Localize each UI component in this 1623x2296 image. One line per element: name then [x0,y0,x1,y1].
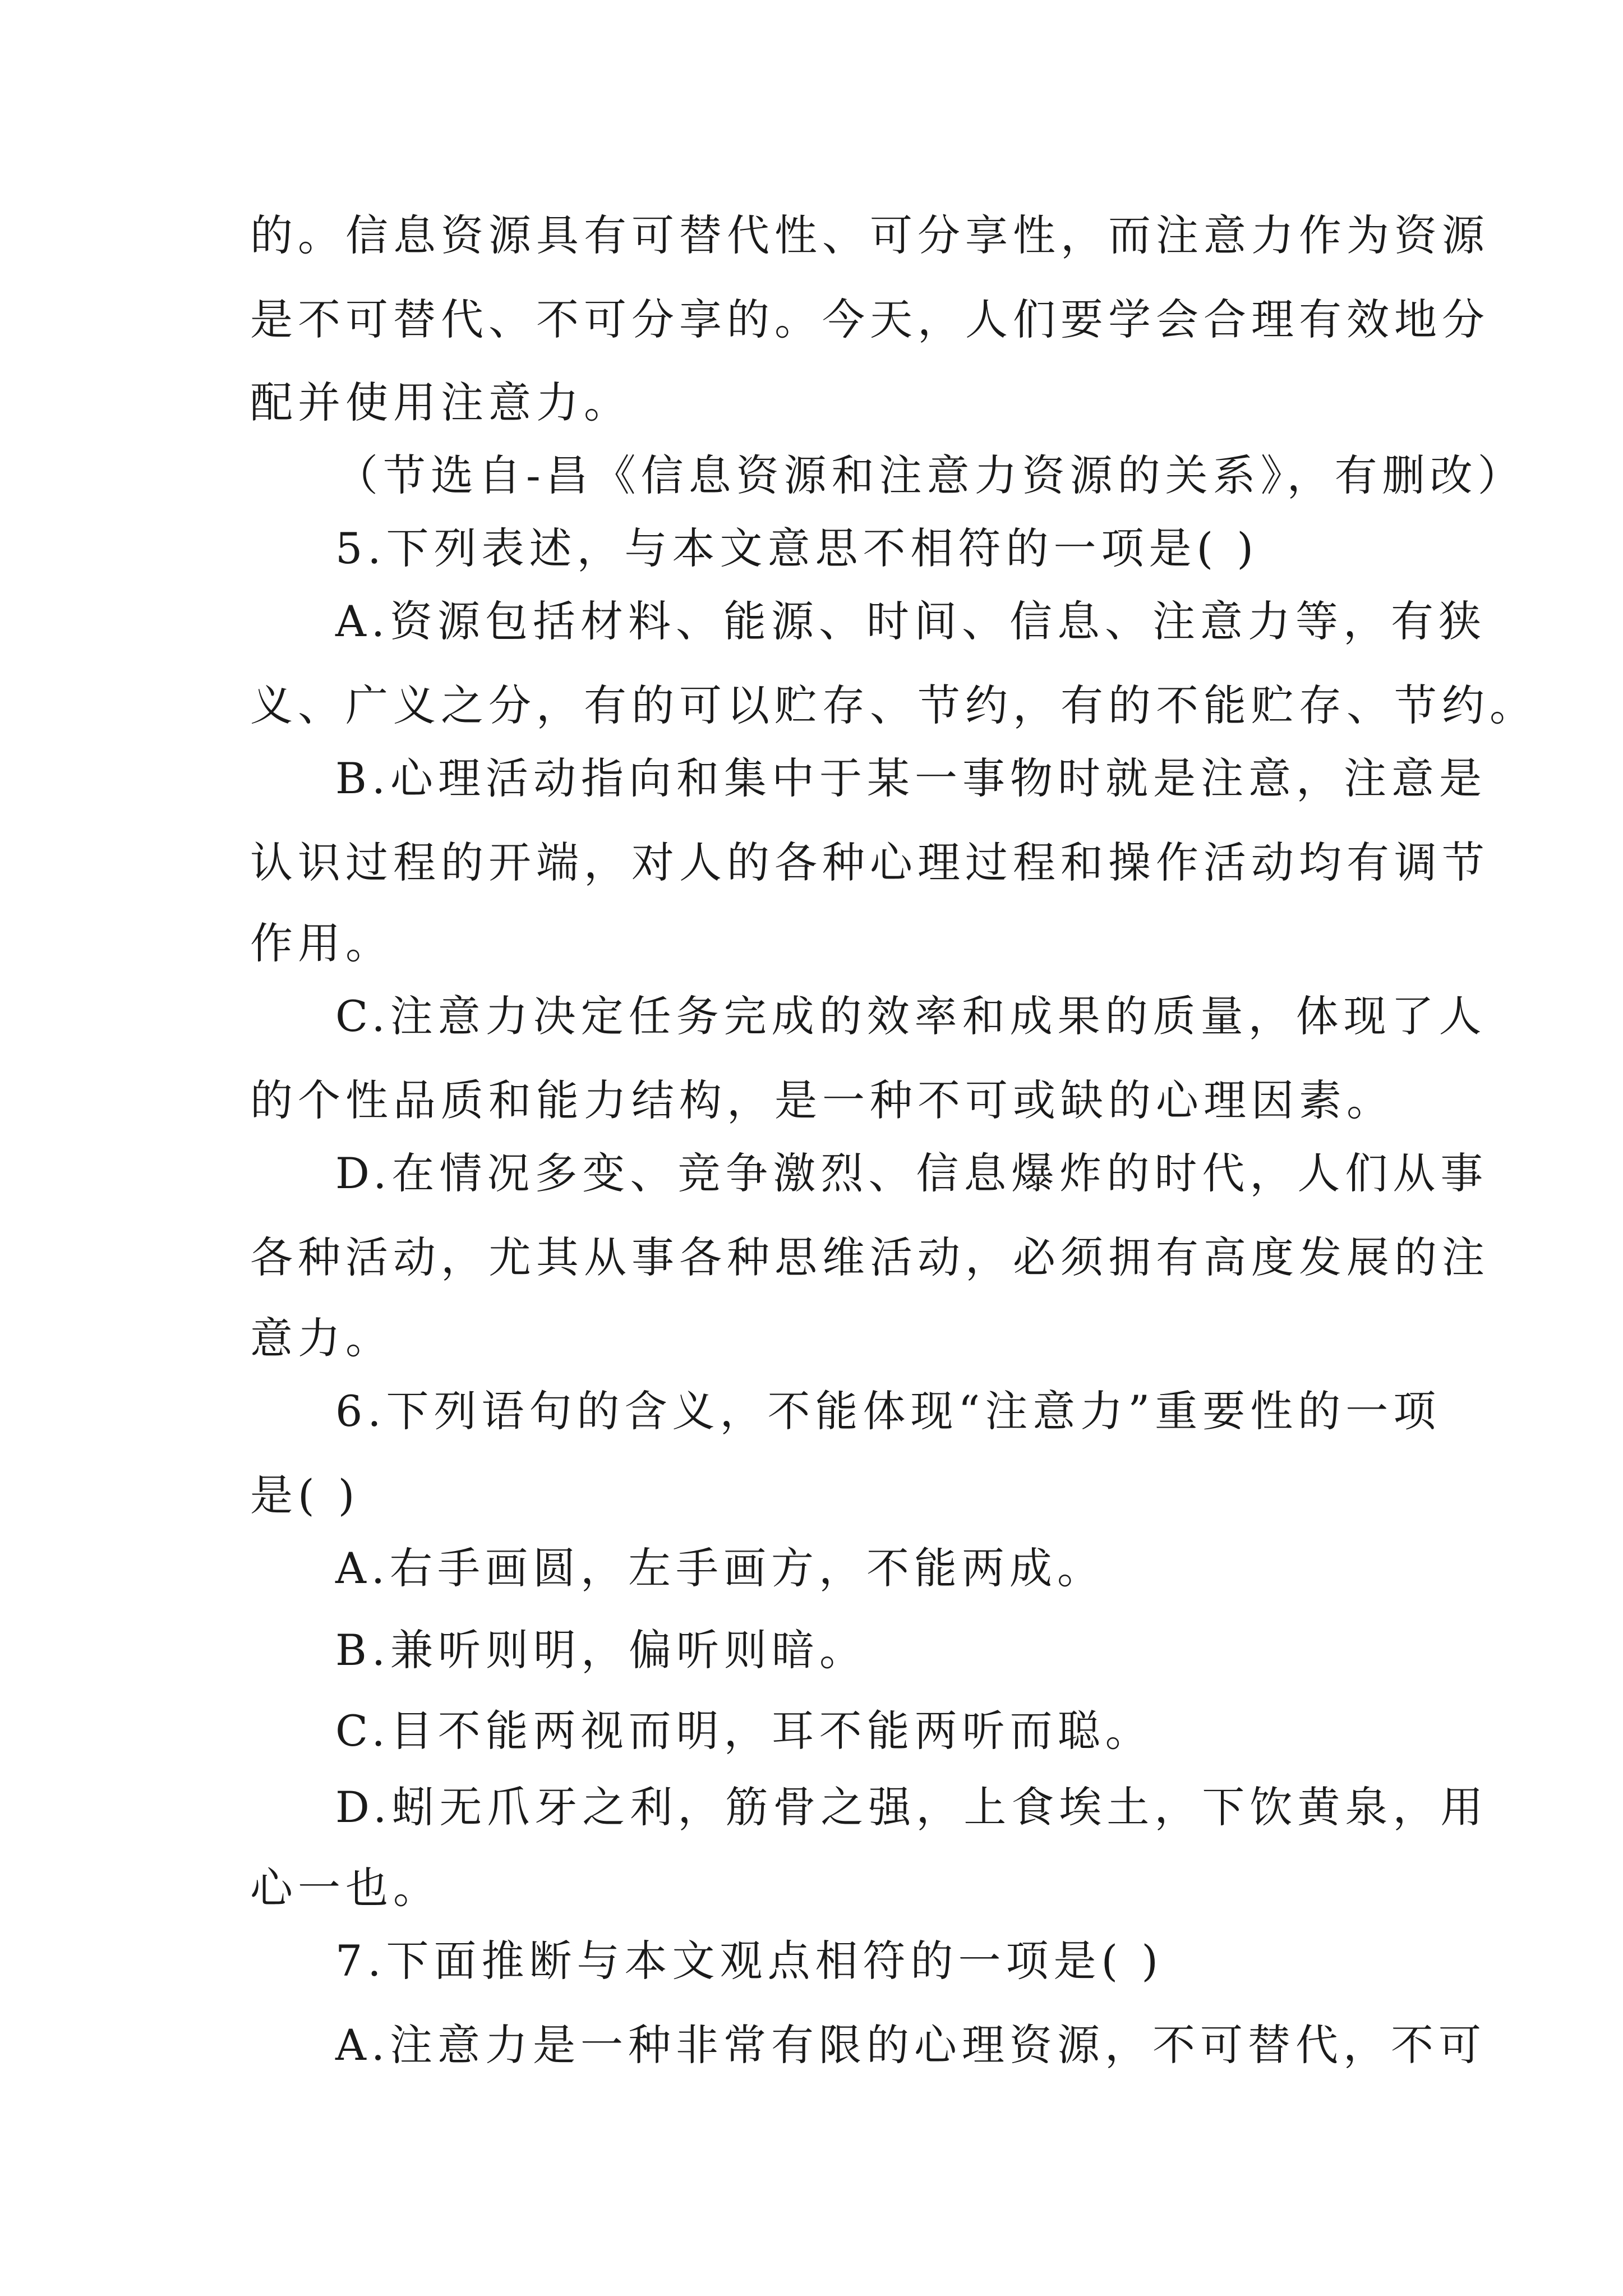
option-d: D.在情况多变、竞争激烈、信息爆炸的时代，人们从事 [335,1148,1488,1198]
passage-source: （节选自-昌《信息资源和注意力资源的关系》，有删改） [335,450,1525,500]
option-a: A.资源包括材料、能源、时间、信息、注意力等，有狭 [335,596,1487,646]
option-b: 作用。 [250,918,393,968]
option-c: C.目不能两视而明，耳不能两听而聪。 [335,1706,1153,1756]
passage-line: 是不可替代、不可分享的。今天，人们要学会合理有效地分 [250,295,1490,344]
passage-line: 的。信息资源具有可替代性、可分享性，而注意力作为资源 [250,210,1490,260]
option-d: 意力。 [250,1313,393,1363]
option-c: 的个性品质和能力结构，是一种不可或缺的心理因素。 [250,1075,1394,1125]
option-b: B.心理活动指向和集中于某一事物时就是注意，注意是 [335,753,1487,803]
question-stem: 6.下列语句的含义，不能体现“注意力”重要性的一项 [335,1386,1441,1436]
option-a: A.注意力是一种非常有限的心理资源，不可替代，不可 [335,2020,1487,2070]
question-stem: 5.下列表述，与本文意思不相符的一项是( ) [335,523,1258,573]
option-b: B.兼听则明，偏听则暗。 [335,1625,868,1675]
option-d: D.蚓无爪牙之利，筋骨之强，上食埃土，下饮黄泉，用 [335,1782,1488,1832]
question-stem: 是( ) [250,1470,360,1520]
question-stem: 7.下面推断与本文观点相符的一项是( ) [335,1936,1163,1986]
passage-line: 配并使用注意力。 [250,378,631,427]
option-b: 认识过程的开端，对人的各种心理过程和操作活动均有调节 [250,838,1490,887]
option-a: 义、广义之分，有的可以贮存、节约，有的不能贮存、节约。 [250,680,1537,730]
option-a: A.右手画圆，左手画方，不能两成。 [335,1543,1105,1593]
option-c: C.注意力决定任务完成的效率和成果的质量，体现了人 [335,991,1487,1041]
option-d: 心一也。 [250,1863,441,1913]
option-d: 各种活动，尤其从事各种思维活动，必须拥有高度发展的注 [250,1232,1490,1282]
